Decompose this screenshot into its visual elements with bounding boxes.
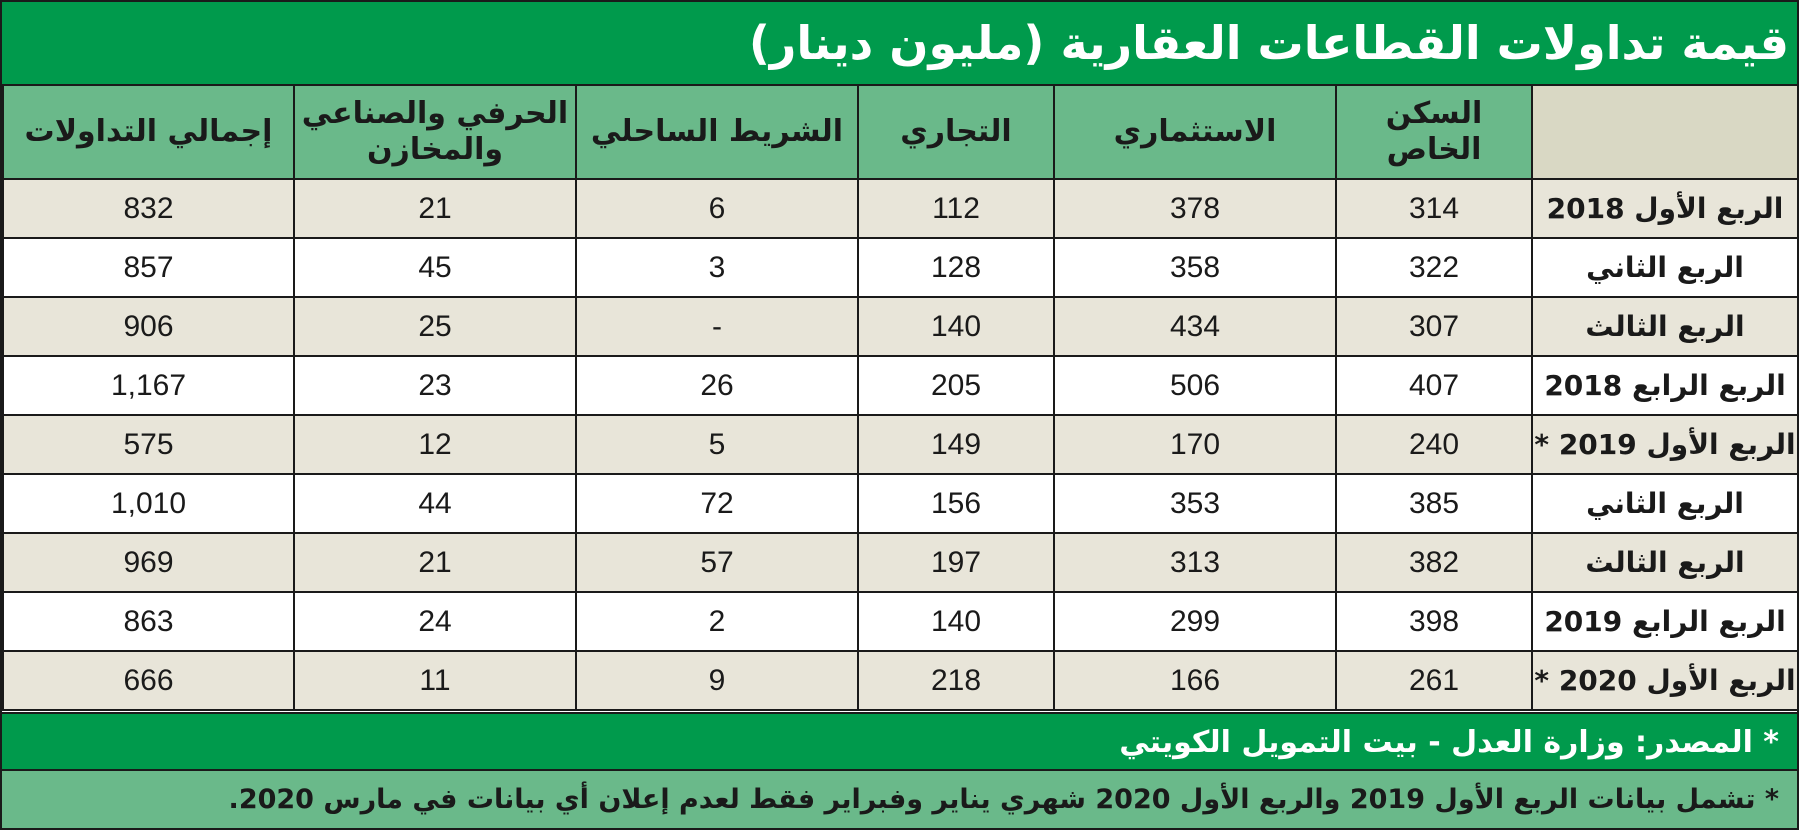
cell-total-trading: 666: [3, 651, 294, 710]
cell-commercial: 149: [858, 415, 1054, 474]
cell-coastal-strip: 26: [576, 356, 858, 415]
cell-craft-industrial-storage: 12: [294, 415, 576, 474]
cell-investment: 166: [1054, 651, 1336, 710]
cell-commercial: 156: [858, 474, 1054, 533]
row-label: الربع الأول 2019 *: [1532, 415, 1798, 474]
cell-commercial: 112: [858, 179, 1054, 238]
table-row: [3, 238, 1798, 297]
table-row: [3, 356, 1798, 415]
header-row: [3, 85, 1798, 179]
cell-private-housing: 385: [1336, 474, 1532, 533]
header-craft-industrial-storage: الحرفي والصناعي والمخازن: [294, 85, 576, 179]
cell-total-trading: 863: [3, 592, 294, 651]
header-private-housing: السكن الخاص: [1336, 85, 1532, 179]
cell-investment: 313: [1054, 533, 1336, 592]
header-corner: [1532, 85, 1798, 179]
cell-craft-industrial-storage: 45: [294, 238, 576, 297]
cell-coastal-strip: 72: [576, 474, 858, 533]
cell-coastal-strip: 5: [576, 415, 858, 474]
cell-private-housing: 307: [1336, 297, 1532, 356]
table-row: [3, 651, 1798, 710]
cell-investment: 378: [1054, 179, 1336, 238]
cell-coastal-strip: 2: [576, 592, 858, 651]
cell-commercial: 128: [858, 238, 1054, 297]
row-label: الربع الأول 2018: [1532, 179, 1798, 238]
row-label: الربع الرابع 2019: [1532, 592, 1798, 651]
row-label: الربع الثالث: [1532, 297, 1798, 356]
header-coastal-strip: الشريط الساحلي: [576, 85, 858, 179]
footnote-line: * تشمل بيانات الربع الأول 2019 والربع الأول 2020 شهري يناير وفبراير فقط لعدم إعلان أي بيانات في مارس 2020.: [2, 771, 1797, 828]
cell-coastal-strip: 6: [576, 179, 858, 238]
cell-commercial: 218: [858, 651, 1054, 710]
cell-investment: 170: [1054, 415, 1336, 474]
cell-total-trading: 575: [3, 415, 294, 474]
table-row: [3, 415, 1798, 474]
table-row: [3, 533, 1798, 592]
table-row: [3, 179, 1798, 238]
cell-coastal-strip: 9: [576, 651, 858, 710]
cell-investment: 506: [1054, 356, 1336, 415]
cell-coastal-strip: 57: [576, 533, 858, 592]
row-label: الربع الرابع 2018: [1532, 356, 1798, 415]
cell-total-trading: 832: [3, 179, 294, 238]
cell-total-trading: 857: [3, 238, 294, 297]
cell-private-housing: 407: [1336, 356, 1532, 415]
header-commercial: التجاري: [858, 85, 1054, 179]
cell-craft-industrial-storage: 24: [294, 592, 576, 651]
cell-private-housing: 322: [1336, 238, 1532, 297]
cell-commercial: 205: [858, 356, 1054, 415]
cell-private-housing: 240: [1336, 415, 1532, 474]
cell-craft-industrial-storage: 25: [294, 297, 576, 356]
row-label: الربع الأول 2020 *: [1532, 651, 1798, 710]
source-line: * المصدر: وزارة العدل - بيت التمويل الكويتي: [2, 712, 1797, 771]
cell-commercial: 197: [858, 533, 1054, 592]
header-investment: الاستثماري: [1054, 85, 1336, 179]
cell-investment: 353: [1054, 474, 1336, 533]
cell-investment: 358: [1054, 238, 1336, 297]
cell-total-trading: 969: [3, 533, 294, 592]
header-total-trading: إجمالي التداولات: [3, 85, 294, 179]
cell-total-trading: 1,167: [3, 356, 294, 415]
cell-private-housing: 398: [1336, 592, 1532, 651]
cell-craft-industrial-storage: 44: [294, 474, 576, 533]
cell-craft-industrial-storage: 23: [294, 356, 576, 415]
page-title: قيمة تداولات القطاعات العقارية (مليون دينار): [2, 2, 1797, 84]
cell-private-housing: 382: [1336, 533, 1532, 592]
table-body: [3, 179, 1798, 710]
cell-total-trading: 906: [3, 297, 294, 356]
cell-total-trading: 1,010: [3, 474, 294, 533]
table-row: [3, 297, 1798, 356]
cell-craft-industrial-storage: 21: [294, 533, 576, 592]
cell-private-housing: 314: [1336, 179, 1532, 238]
cell-investment: 299: [1054, 592, 1336, 651]
row-label: الربع الثالث: [1532, 533, 1798, 592]
cell-coastal-strip: 3: [576, 238, 858, 297]
cell-investment: 434: [1054, 297, 1336, 356]
cell-coastal-strip: -: [576, 297, 858, 356]
data-table: [2, 84, 1799, 711]
cell-craft-industrial-storage: 21: [294, 179, 576, 238]
table-row: [3, 474, 1798, 533]
cell-craft-industrial-storage: 11: [294, 651, 576, 710]
cell-commercial: 140: [858, 297, 1054, 356]
cell-commercial: 140: [858, 592, 1054, 651]
cell-private-housing: 261: [1336, 651, 1532, 710]
row-label: الربع الثاني: [1532, 238, 1798, 297]
row-label: الربع الثاني: [1532, 474, 1798, 533]
table-row: [3, 592, 1798, 651]
